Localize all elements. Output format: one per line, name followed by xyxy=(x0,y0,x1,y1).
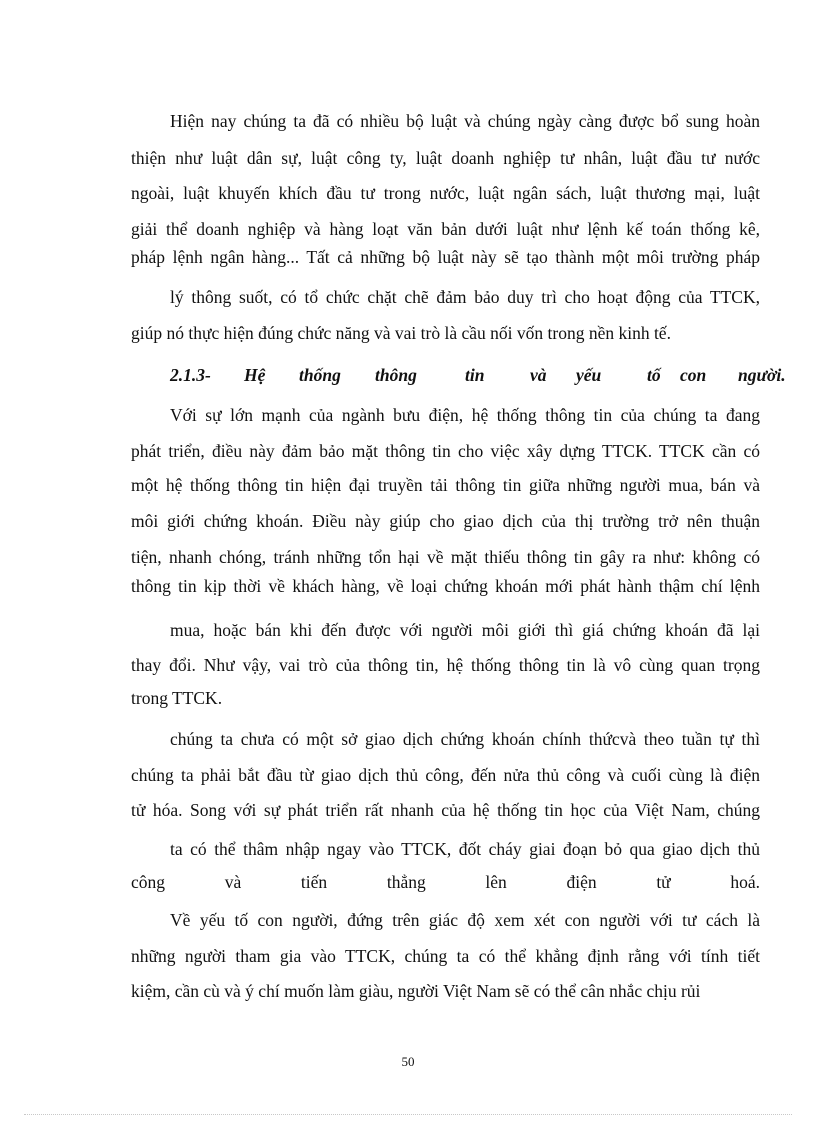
paragraph-line: thiện như luật dân sự, luật công ty, luật doanh nghiệp tư nhân, luật đầu tư nước xyxy=(131,148,760,168)
heading-word: tố xyxy=(647,365,661,385)
paragraph-line: chúng ta chưa có một sở giao dịch chứng khoán chính thứcvà theo tuần tự thì xyxy=(170,729,760,749)
paragraph-line: ta có thể thâm nhập ngay vào TTCK, đốt cháy giai đoạn bỏ qua giao dịch thủ xyxy=(170,839,760,859)
page-number: 50 xyxy=(401,1054,415,1069)
heading-word: tin xyxy=(465,365,485,385)
heading-word: yếu xyxy=(576,365,602,385)
heading-word: và xyxy=(530,365,547,385)
paragraph-line: trong TTCK. xyxy=(131,688,223,708)
heading-number: 2.1.3- xyxy=(170,365,211,385)
paragraph-line: mua, hoặc bán khi đến được với người môi giới thì giá chứng khoán đã lại xyxy=(170,620,760,640)
paragraph-line: những người tham gia vào TTCK, chúng ta có thể khẳng định rằng với tính tiết xyxy=(131,946,760,966)
paragraph-line: giải thể doanh nghiệp và hàng loạt văn bản dưới luật như lệnh kế toán thống kê, xyxy=(131,219,760,239)
paragraph-line: lý thông suốt, có tổ chức chặt chẽ đảm bảo duy trì cho hoạt động của TTCK, xyxy=(170,287,760,307)
paragraph-line: tử hóa. Song với sự phát triển rất nhanh của hệ thống tin học của Việt Nam, chúng xyxy=(131,800,760,820)
paragraph-line: giúp nó thực hiện đúng chức năng và vai trò là cầu nối vốn trong nền kinh tế. xyxy=(131,323,671,343)
paragraph-line: Về yếu tố con người, đứng trên giác độ xem xét con người với tư cách là xyxy=(170,910,760,930)
paragraph-line: phát triển, điều này đảm bảo mặt thông tin cho việc xây dựng TTCK. TTCK cần có xyxy=(131,441,760,461)
paragraph-line: Với sự lớn mạnh của ngành bưu điện, hệ thống thông tin của chúng ta đang xyxy=(170,405,760,425)
paragraph-line: ngoài, luật khuyến khích đầu tư trong nước, luật ngân sách, luật thương mại, luật xyxy=(131,183,760,203)
heading-word: Hệ xyxy=(244,365,266,385)
paragraph-line: kiệm, cần cù và ý chí muốn làm giàu, người Việt Nam sẽ có thể cân nhắc chịu rủi xyxy=(131,981,701,1001)
paragraph-line: môi giới chứng khoán. Điều này giúp cho giao dịch của thị trường trở nên thuận xyxy=(131,511,760,531)
paragraph-line: thông tin kịp thời về khách hàng, về loại chứng khoán mới phát hành thậm chí lệnh xyxy=(131,576,760,596)
paragraph-line: pháp lệnh ngân hàng... Tất cả những bộ luật này sẽ tạo thành một môi trường pháp xyxy=(131,247,760,267)
section-heading xyxy=(170,364,786,388)
paragraph-line: thay đổi. Như vậy, vai trò của thông tin, hệ thống thông tin là vô cùng quan trọng xyxy=(131,655,760,675)
page-bottom-divider xyxy=(24,1114,792,1115)
paragraph-line: Hiện nay chúng ta đã có nhiều bộ luật và chúng ngày càng được bổ sung hoàn xyxy=(170,111,760,131)
heading-word: người. xyxy=(738,365,786,385)
paragraph-line: một hệ thống thông tin hiện đại truyền tải thông tin giữa những người mua, bán và xyxy=(131,475,760,495)
heading-word: con xyxy=(680,365,707,385)
paragraph-line: chúng ta phải bắt đầu từ giao dịch thủ công, đến nửa thủ công và cuối cùng là điện xyxy=(131,765,760,785)
heading-word: thống xyxy=(299,365,341,385)
paragraph-line: tiện, nhanh chóng, tránh những tổn hại về mặt thiếu thông tin gây ra như: không có xyxy=(131,547,760,567)
heading-word: thông xyxy=(375,365,417,385)
paragraph-line: công và tiến thẳng lên điện tử hoá. xyxy=(131,872,760,892)
